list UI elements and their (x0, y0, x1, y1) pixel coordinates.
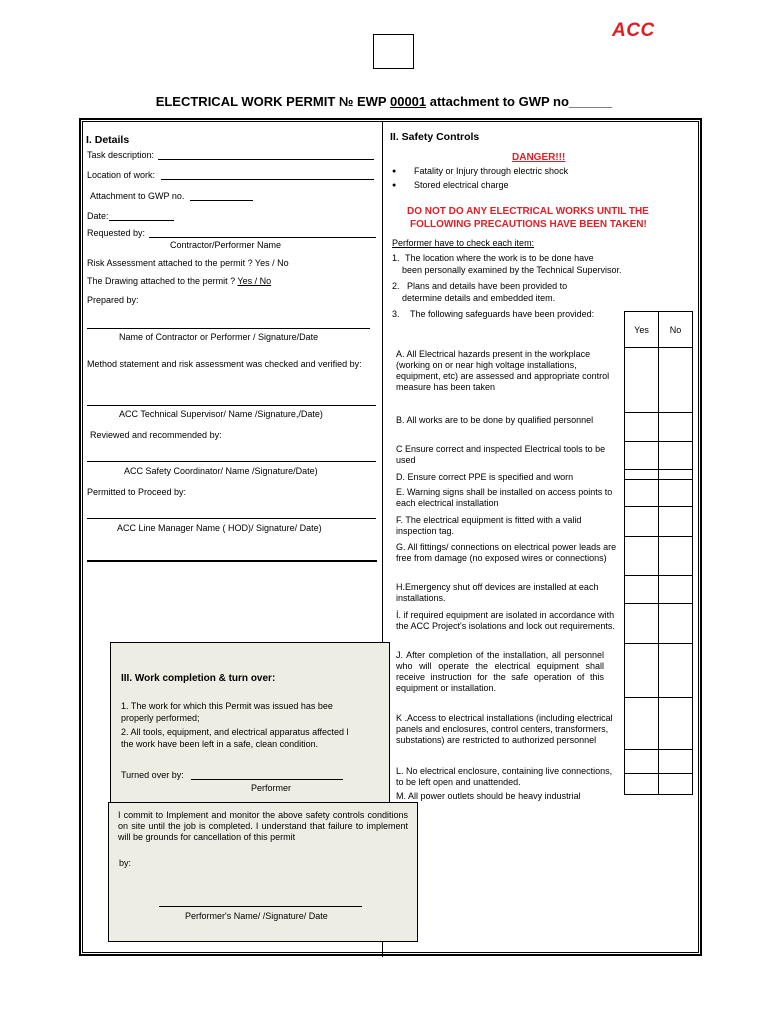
check-yes-d[interactable] (625, 470, 659, 480)
safeguard-b: B. All works are to be done by qualified personnel (396, 415, 594, 425)
completion-p2-line-2: the work have been left in a safe, clean condition. (121, 739, 319, 749)
step-2-line-1: Plans and details have been provided to (407, 281, 568, 291)
completion-p2-line-1: 2. All tools, equipment, and electrical apparatus affected l (121, 727, 349, 737)
safeguard-a: A. All Electrical hazards present in the workplace (working on or near high voltage installations, equipment, etc) are assessed and appropriate control measure has been taken (396, 349, 610, 392)
drawing-yes-no[interactable]: Yes / No (237, 276, 272, 286)
check-no-e[interactable] (659, 480, 693, 507)
task-label: Task description: (87, 150, 155, 160)
prepared-label: Prepared by: (87, 295, 139, 305)
yes-no-checklist (624, 311, 693, 795)
step-2-number: 2. (392, 281, 400, 291)
tech-supervisor-line[interactable] (87, 405, 376, 406)
check-no-i[interactable] (659, 604, 693, 644)
safeguard-c: C Ensure correct and inspected Electrical tools to be used (396, 444, 606, 465)
bullet-icon: ● (392, 168, 397, 175)
safety-heading: II. Safety Controls (390, 131, 480, 143)
step-3-line-1: The following safeguards have been provided: (410, 309, 595, 319)
safety-coordinator-caption: ACC Safety Coordinator/ Name /Signature/Date) (124, 466, 318, 476)
method-statement-label: Method statement and risk assessment was checked and verified by: (87, 359, 362, 369)
check-yes-l[interactable] (625, 750, 659, 774)
title-prefix: ELECTRICAL WORK PERMIT № EWP (155, 94, 390, 109)
step-3-number: 3. (392, 309, 400, 319)
line-manager-line[interactable] (87, 518, 376, 519)
date-field[interactable] (109, 220, 174, 221)
check-yes-j[interactable] (625, 644, 659, 698)
check-no-b[interactable] (659, 413, 693, 442)
check-no-a[interactable] (659, 348, 693, 413)
check-no-f[interactable] (659, 507, 693, 537)
bullet-icon: ● (392, 182, 397, 189)
prepared-signature-line[interactable] (87, 328, 370, 329)
check-yes-i[interactable] (625, 604, 659, 644)
acc-logo: ACC (612, 20, 655, 41)
permit-number: 00001 (389, 94, 427, 109)
warning-line-1: DO NOT DO ANY ELECTRICAL WORKS UNTIL THE (407, 206, 649, 217)
safeguard-e: E. Warning signs shall be installed on access points to each electrical installation (396, 487, 613, 508)
turned-over-field[interactable] (191, 779, 343, 780)
step-2-line-2: determine details and embedded item. (402, 293, 556, 303)
check-yes-f[interactable] (625, 507, 659, 537)
commitment-by: by: (119, 858, 132, 868)
safeguard-i: İ. if required equipment are isolated in accordance with the ACC Project's isolations and lock out requirements. (396, 610, 615, 631)
check-no-k[interactable] (659, 698, 693, 750)
requested-field[interactable] (149, 237, 376, 238)
check-yes-e[interactable] (625, 480, 659, 507)
check-no-h[interactable] (659, 576, 693, 604)
hazard-2: Stored electrical charge (414, 180, 509, 190)
location-field[interactable] (161, 179, 374, 180)
yes-header: Yes (625, 312, 659, 348)
turned-over-label: Turned over by: (121, 770, 184, 780)
gwp-label: Attachment to GWP no. (90, 191, 185, 201)
danger-label: DANGER!!! (512, 152, 566, 163)
contractor-name-caption: Contractor/Performer Name (170, 240, 282, 250)
permitted-label: Permitted to Proceed by: (87, 487, 187, 497)
step-1-line-2: been personally examined by the Technical Supervisor. (402, 265, 622, 275)
safeguard-h: H.Emergency shut off devices are installed at each installations. (396, 582, 599, 603)
check-yes-m[interactable] (625, 774, 659, 795)
check-no-c[interactable] (659, 442, 693, 470)
drawing-label (87, 276, 271, 287)
safeguard-d: D. Ensure correct PPE is specified and worn (396, 472, 574, 482)
gwp-field[interactable] (190, 200, 253, 201)
performer-caption: Performer (251, 783, 292, 793)
check-yes-h[interactable] (625, 576, 659, 604)
check-no-j[interactable] (659, 644, 693, 698)
check-no-g[interactable] (659, 537, 693, 576)
hazard-1: Fatality or Injury through electric shock (414, 166, 569, 176)
safeguard-g: G. All fittings/ connections on electrical power leads are free from damage (no exposed wires or connections) (396, 542, 617, 563)
step-1-line-1: The location where the work is to be done have (405, 253, 594, 263)
check-no-l[interactable] (659, 750, 693, 774)
reviewed-label: Reviewed and recommended by: (90, 430, 222, 440)
requested-label: Requested by: (87, 228, 146, 238)
completion-p1-line-2: properly performed; (121, 713, 200, 723)
document-title (0, 94, 768, 109)
permit-number-box (373, 34, 414, 69)
location-label: Location of work: (87, 170, 156, 180)
safeguard-f: F. The electrical equipment is fitted with a valid inspection tag. (396, 515, 582, 536)
safeguard-j: J. After completion of the installation, all personnel who will operate the electrical equipment shall receive instruction for the safe operation of this equipment or installation. (396, 650, 604, 693)
prepared-signature-caption: Name of Contractor or Performer / Signature/Date (119, 332, 319, 342)
details-heading: I. Details (86, 134, 130, 146)
check-yes-g[interactable] (625, 537, 659, 576)
title-suffix: attachment to GWP no______ (426, 94, 613, 109)
performer-signature-line[interactable] (159, 906, 362, 907)
safeguard-m: M. All power outlets should be heavy industrial (396, 791, 581, 801)
performer-signature-caption: Performer's Name/ /Signature/ Date (185, 911, 328, 921)
details-bottom-rule (87, 560, 377, 562)
date-label: Date: (87, 211, 109, 221)
completion-p1-line-1: 1. The work for which this Permit was issued has bee (121, 701, 333, 711)
no-header: No (659, 312, 693, 348)
check-no-m[interactable] (659, 774, 693, 795)
check-yes-c[interactable] (625, 442, 659, 470)
task-field[interactable] (158, 159, 374, 160)
check-yes-k[interactable] (625, 698, 659, 750)
risk-assessment-label: Risk Assessment attached to the permit ? Yes / No (87, 258, 289, 268)
check-yes-b[interactable] (625, 413, 659, 442)
tech-supervisor-caption: ACC Technical Supervisor/ Name /Signature,/Date) (119, 409, 323, 419)
check-intro: Performer have to check each item: (392, 238, 535, 248)
step-1-number: 1. (392, 253, 400, 263)
safety-coordinator-line[interactable] (87, 461, 376, 462)
check-yes-a[interactable] (625, 348, 659, 413)
commitment-text: I commit to Implement and monitor the above safety controls conditions on site until the job is completed. I understand that failure to implement will be grounds for cancellation of this permit (118, 810, 408, 842)
completion-heading: III. Work completion & turn over: (121, 673, 276, 684)
warning-line-2: FOLLOWING PRECAUTIONS HAVE BEEN TAKEN! (410, 219, 647, 230)
safeguard-l: L. No electrical enclosure, containing live connections, to be left open and unattended. (396, 766, 613, 787)
drawing-text: The Drawing attached to the permit ? (87, 276, 238, 286)
check-no-d[interactable] (659, 470, 693, 480)
line-manager-caption: ACC Line Manager Name ( HOD)/ Signature/ Date) (117, 523, 322, 533)
safeguard-k: K .Access to electrical installations (including electrical panels and enclosures, control centers, transformers, substations) are restricted to authorized personnel (396, 713, 613, 745)
